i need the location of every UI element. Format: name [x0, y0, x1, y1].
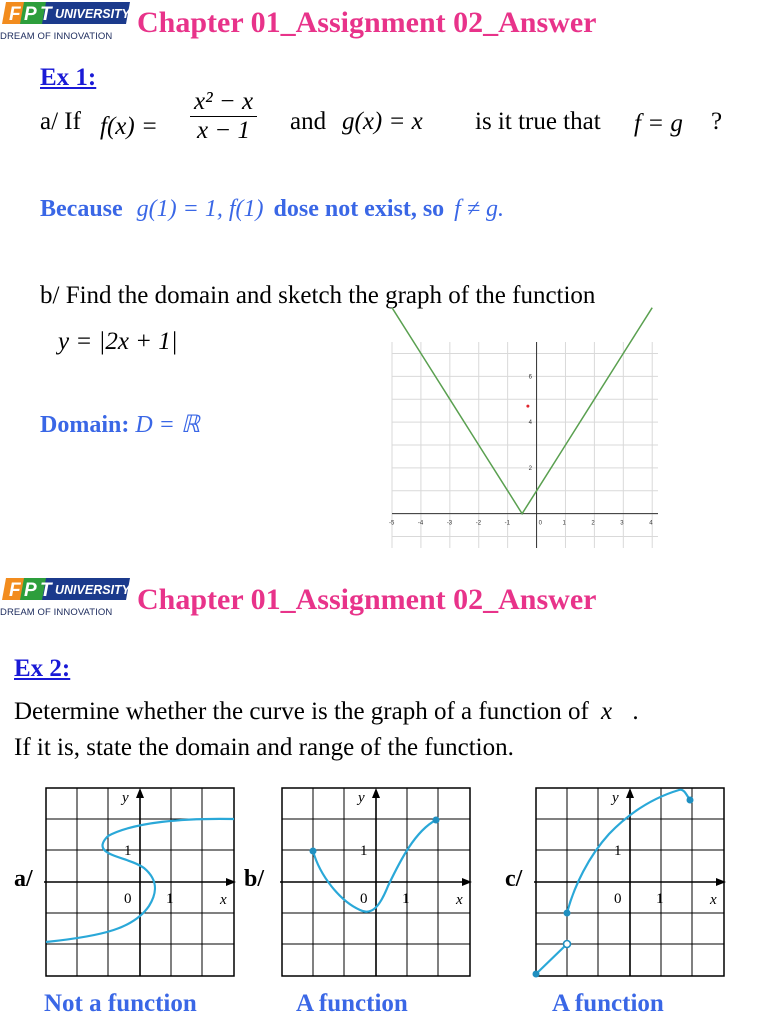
x-tick-label: -2: [475, 520, 482, 527]
panel-c-one-y: 1: [614, 843, 622, 859]
fpt-logo: [0, 0, 132, 46]
abs-value-graph: [389, 342, 658, 548]
fraction-numerator: x² − x: [190, 88, 257, 117]
logo-tagline-2: DREAM OF INNOVATION: [0, 607, 113, 618]
fpt-university-badge: [0, 0, 132, 26]
ex2-heading: Ex 2:: [14, 655, 71, 682]
svg-text:UNIVERSITY: UNIVERSITY: [55, 583, 131, 597]
answer-rest: dose not exist, so: [273, 196, 445, 222]
domain-value: D = ℝ: [135, 412, 200, 438]
panel-b-curve: [313, 820, 436, 912]
x-tick-label: 1: [562, 520, 566, 527]
panel-c-graph: [534, 786, 726, 978]
x-tick-label: -4: [417, 520, 424, 527]
svg-text:P: P: [24, 580, 37, 601]
panel-c-y-arrow: [626, 788, 634, 798]
panel-b-zero: 0: [360, 891, 368, 907]
answer-because: Because: [40, 196, 123, 222]
svg-text:P: P: [24, 4, 37, 25]
domain-answer: [40, 410, 200, 439]
ex1-qmark: ?: [711, 108, 723, 135]
panel-b-caption: A function: [296, 990, 408, 1017]
x-tick-label: 2: [591, 520, 595, 527]
ex2-line-1-var: x: [601, 698, 613, 725]
ex1-f-eq-g: f = g: [634, 110, 683, 137]
answer-math-2: f ≠ g.: [454, 196, 505, 222]
domain-label: Domain:: [40, 412, 130, 438]
panel-c-label: c/: [505, 866, 523, 892]
panel-b-label: b/: [244, 866, 265, 892]
panel-c-closed-point: [564, 910, 571, 917]
x-tick-label: -1: [504, 520, 510, 527]
x-tick-label: -3: [446, 520, 453, 527]
panel-a-graph: [44, 786, 236, 978]
panel-c-lower-start-point: [533, 971, 540, 978]
chapter-title: Chapter 01_Assignment 02_Answer: [137, 6, 597, 39]
ex1-and: and: [290, 108, 327, 135]
ex1-part-b-prompt: b/ Find the domain and sketch the graph of the function: [40, 282, 596, 309]
red-marker-point: [526, 405, 529, 408]
svg-text:T: T: [40, 580, 52, 601]
panel-a-one-y: 1: [124, 843, 132, 859]
answer-a: [40, 196, 504, 223]
ex2-line-1-text: Determine whether the curve is the graph of a function of: [14, 698, 589, 725]
panel-b-one-x: 1: [402, 891, 410, 907]
panel-b-y-arrow: [372, 788, 380, 798]
ex1-fraction: [190, 88, 257, 145]
panel-b-y-label: y: [358, 790, 365, 806]
ex2-line-1-end: .: [632, 698, 639, 725]
logo-tagline: DREAM OF INNOVATION: [0, 31, 113, 42]
x-tick-label: 3: [620, 520, 624, 527]
fpt-university-badge-2: [0, 576, 132, 602]
x-tick-label: 0: [538, 520, 542, 527]
svg-text:F: F: [9, 580, 21, 601]
graph-grid: [392, 342, 658, 548]
panel-a-y-arrow: [136, 788, 144, 798]
panel-c-upper-curve: [567, 790, 690, 913]
panel-b-one-y: 1: [360, 843, 368, 859]
panel-c-one-x: 1: [656, 891, 664, 907]
y-tick-label: 2: [528, 465, 532, 472]
ex1-g-def: g(x) = x: [342, 108, 423, 135]
panel-b-x-label: x: [456, 892, 463, 908]
x-tick-label: 4: [649, 520, 653, 527]
answer-math-1: g(1) = 1, f(1): [136, 196, 264, 222]
ex2-line-2: If it is, state the domain and range of the function.: [14, 734, 514, 761]
ex1-part-b-equation: y = |2x + 1|: [58, 328, 178, 355]
panel-a-zero: 0: [124, 891, 132, 907]
panel-c-y-label: y: [612, 790, 619, 806]
panel-c-zero: 0: [614, 891, 622, 907]
ex2-line-1: [14, 698, 639, 726]
fpt-logo-2: [0, 576, 132, 622]
panel-b-graph: [280, 786, 472, 978]
panel-c-lower-segment: [536, 944, 567, 974]
svg-text:F: F: [9, 4, 21, 25]
ex1-heading: Ex 1:: [40, 64, 97, 91]
ex1-f-lhs: f(x) =: [100, 113, 158, 140]
panel-c-open-point: [564, 941, 571, 948]
svg-text:UNIVERSITY: UNIVERSITY: [55, 7, 131, 21]
ex1-part-a-prefix: a/ If: [40, 108, 81, 135]
y-tick-label: 4: [528, 420, 532, 427]
panel-c-x-label: x: [710, 892, 717, 908]
fraction-denominator: x − 1: [197, 117, 251, 144]
panel-a-x-label: x: [220, 892, 227, 908]
x-tick-label: -5: [389, 520, 395, 527]
panel-c-caption: A function: [552, 990, 664, 1017]
panel-a-y-label: y: [122, 790, 129, 806]
panel-c-end-point: [687, 797, 694, 804]
panel-b-right-endpoint: [433, 817, 440, 824]
panel-a-caption: Not a function: [44, 990, 197, 1017]
chapter-title-2: Chapter 01_Assignment 02_Answer: [137, 583, 597, 616]
panel-a-label: a/: [14, 866, 33, 892]
svg-text:T: T: [40, 4, 52, 25]
y-tick-label: 6: [528, 374, 532, 381]
panel-a-one-x: 1: [166, 891, 174, 907]
panel-b-left-endpoint: [310, 848, 317, 855]
ex1-question: is it true that: [475, 108, 601, 135]
